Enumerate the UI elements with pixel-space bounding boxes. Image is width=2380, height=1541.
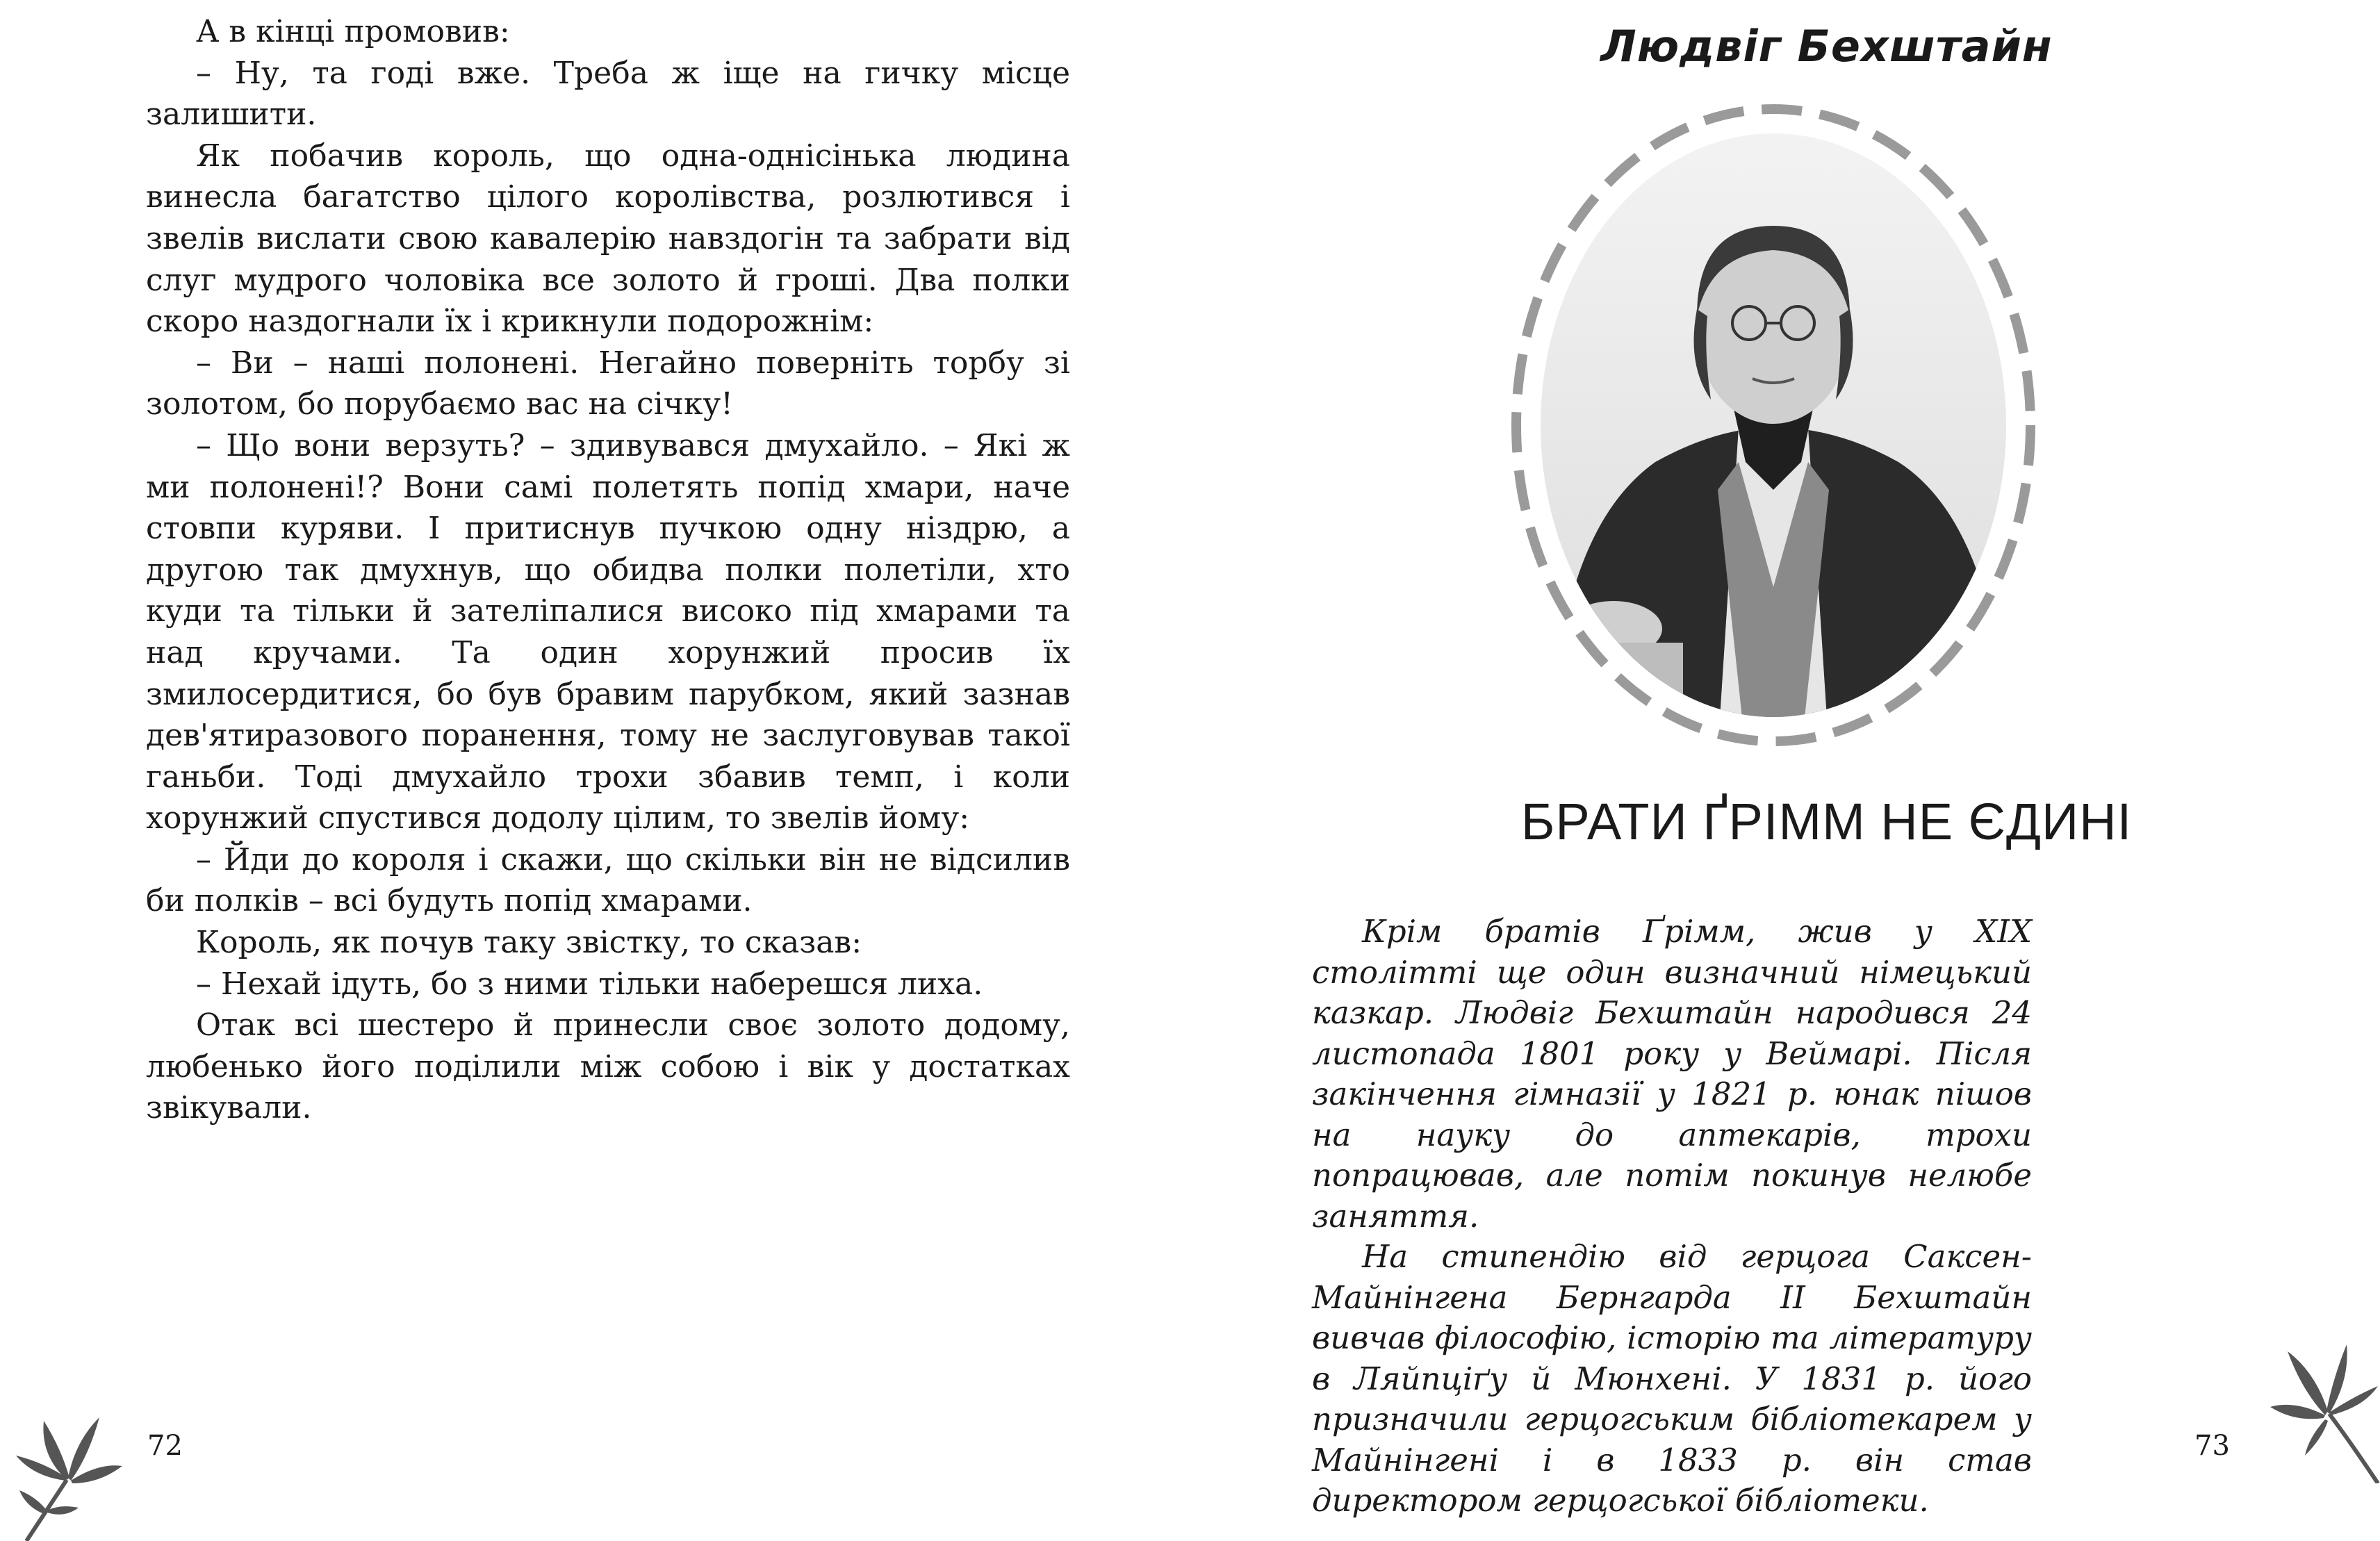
paragraph: Як побачив король, що одна-однісінька людина винесла багатство цілого королівства, розлютився і звелів вислати свою кавалерію навздогін та забрати від слуг мудрого чоловіка все золото й гроші. Два полки скоро наздогнали їх і крикнули подорожнім: — [146, 138, 1070, 340]
biography-text — [1312, 912, 2032, 1522]
page-number-right: 73 — [2194, 1430, 2230, 1462]
paragraph: – Нехай ідуть, бо з ними тільки наберешся лиха. — [196, 966, 983, 1002]
paragraph: А в кінці промовив: — [196, 14, 510, 49]
paragraph: – Ви – наші полонені. Негайно поверніть торбу зі золотом, бо порубаємо вас на січку! — [146, 345, 1070, 422]
paragraph: Крім братів Ґрімм, жив у XIX столітті ще один визначний німецький казкар. Людвіг Бехштайн народився 24 листопада 1801 року у Веймарі. Після закінчення гімназії у 1821 р. юнак пішов на науку до аптекарів, трохи попрацював, але потім покинув нелюбе заняття. — [1312, 913, 2032, 1235]
paragraph: – Що вони верзуть? – здивувався дмухайло. – Які ж ми полонені!? Вони самі полетять попід хмари, наче стовпи куряви. І притиснув пучкою одну ніздрю, а другою так дмухнув, що обидва полки полетіли, хто куди та тільки й зателіпалися високо під хмарами та над кручами. Та один хорунжий просив їх змилосердитися, бо був бравим парубком, який зазнав дев'ятиразового поранення, тому не заслуговував такої ганьби. Тоді дмухайло трохи збавив темп, і коли хорунжий спустився додолу цілим, то звелів йому: — [146, 427, 1070, 837]
author-heading: Людвіг Бехштайн — [1600, 21, 2053, 72]
paragraph: Король, як почув таку звістку, то сказав: — [196, 925, 862, 961]
right-page — [1190, 0, 2380, 1541]
story-text — [146, 11, 1070, 1129]
flower-ornament-left-icon — [13, 1414, 124, 1541]
paragraph: – Ну, та годі вже. Треба ж іще на гичку місце залишити. — [146, 55, 1070, 133]
page-number-left: 72 — [147, 1430, 183, 1462]
flower-ornament-right-icon — [2267, 1337, 2380, 1483]
paragraph: – Йди до короля і скажи, що скільки він не відсилив би полків – всі будуть попід хмарами. — [146, 841, 1070, 919]
author-portrait — [1509, 101, 2037, 750]
section-title: БРАТИ ҐРІММ НЕ ЄДИНІ — [1520, 793, 2133, 850]
paragraph: Отак всі шестеро й принесли своє золото додому, любенько його поділили між собою і вік у достатках звікували. — [146, 1007, 1070, 1126]
paragraph: На стипендію від герцога Саксен-Майнінгена Бернгарда II Бехштайн вивчав філософію, історію та літературу в Ляйпціґу й Мюнхені. У 1831 р. його призначили герцогським бібліотекарем у Майнінгені і в 1833 р. він став директором герцогської бібліотеки. — [1312, 1238, 2032, 1519]
